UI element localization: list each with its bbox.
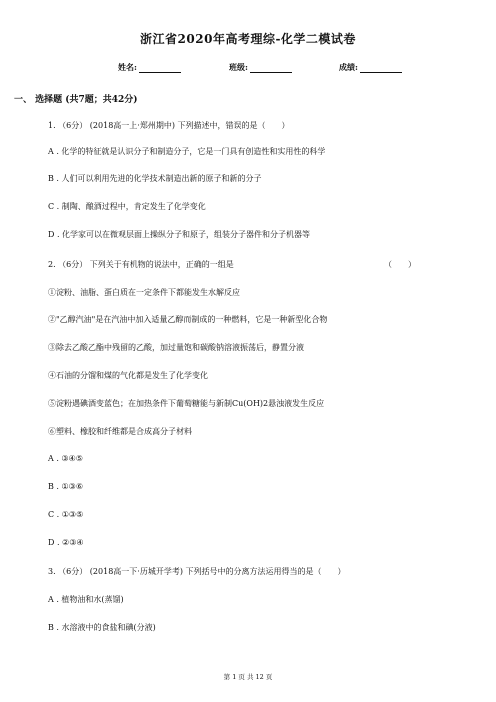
class-label: 班级:	[229, 62, 248, 72]
q2-option-a: A . ③④⑤	[48, 454, 83, 463]
question-2-stem: 2. （6分） 下列关于有机物的说法中，正确的一组是	[48, 260, 234, 269]
q2-option-d: D . ②③④	[48, 538, 84, 547]
page-title: 浙江省2020年高考理综-化学二模试卷	[140, 32, 356, 46]
score-field	[339, 62, 402, 73]
q1-option-d: D . 化学家可以在微观层面上操纵分子和原子，组装分子器件和分子机器等	[48, 230, 311, 239]
question-2-paren: （ ）	[384, 260, 416, 269]
q2-option-c: C . ①③⑤	[48, 510, 84, 519]
class-blank	[250, 64, 292, 73]
q1-option-a: A . 化学的特征就是认识分子和制造分子，它是一门具有创造性和实用性的科学	[48, 147, 326, 156]
score-label: 成绩:	[339, 62, 358, 72]
name-label: 姓名:	[118, 62, 137, 72]
q1-option-b: B . 人们可以利用先进的化学技术制造出新的原子和新的分子	[48, 174, 262, 183]
q1-option-c: C . 制陶、酿酒过程中，肯定发生了化学变化	[48, 202, 206, 211]
q2-statement-6: ⑥塑料、橡胶和纤维都是合成高分子材料	[48, 427, 192, 436]
q2-statement-3: ③除去乙酸乙酯中残留的乙酸，加过量饱和碳酸钠溶液振荡后，静置分液	[48, 343, 304, 352]
class-field	[229, 62, 292, 73]
question-1-stem: 1. （6分） (2018高一上·郑州期中) 下列描述中，错误的是（ ）	[48, 121, 290, 130]
q2-statement-1: ①淀粉、油脂、蛋白质在一定条件下都能发生水解反应	[48, 288, 240, 297]
q3-option-b: B . 水溶液中的食盐和碘(分液)	[48, 623, 156, 632]
q3-option-a: A . 植物油和水(蒸馏)	[48, 595, 124, 604]
q2-statement-4: ④石油的分馏和煤的气化都是发生了化学变化	[48, 371, 208, 380]
q2-statement-5: ⑤淀粉遇碘酒变蓝色；在加热条件下葡萄糖能与新制Cu(OH)2悬浊液发生反应	[48, 399, 325, 408]
section-heading: 一、 选择题 (共7题；共42分)	[14, 95, 138, 105]
page-footer: 第 1 页 共 12 页	[223, 673, 273, 681]
q2-option-b: B . ①③⑥	[48, 482, 84, 491]
question-3-stem: 3. （6分） (2018高一下·历城开学考) 下列括号中的分离方法运用得当的是（ ）	[48, 567, 346, 576]
name-field	[118, 62, 181, 73]
q2-statement-2: ②"乙醇汽油"是在汽油中加入适量乙醇而制成的一种燃料，它是一种新型化合物	[48, 315, 328, 324]
name-blank	[139, 64, 181, 73]
score-blank	[360, 64, 402, 73]
